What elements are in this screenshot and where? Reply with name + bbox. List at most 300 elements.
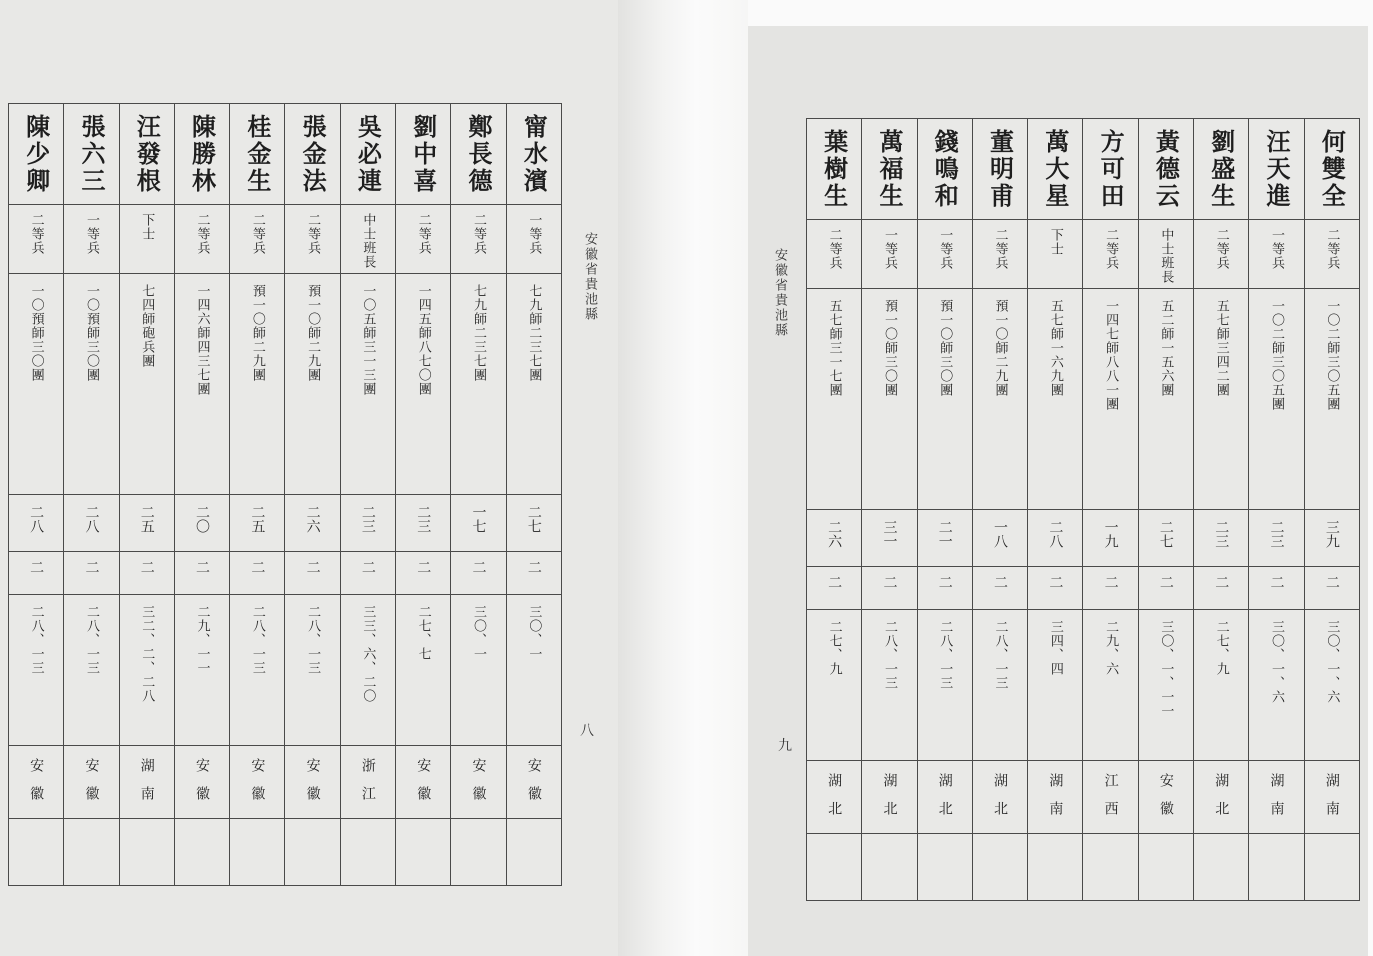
name-row (9, 104, 562, 205)
province-cell (396, 746, 451, 819)
rank-text: 二等兵 (305, 213, 321, 255)
rank-text: 二等兵 (992, 228, 1008, 270)
name-cell (972, 119, 1027, 220)
province-text: 湖南 (138, 758, 155, 814)
province-row (807, 761, 1360, 834)
rank-row (9, 205, 562, 274)
sex-cell (1083, 567, 1138, 610)
age-text: 二七 (1157, 520, 1174, 548)
name-cell (340, 104, 395, 205)
unit-cell (285, 274, 340, 495)
name-cell (1138, 119, 1193, 220)
sex-cell (506, 552, 561, 595)
sex-text: 二 (249, 560, 266, 574)
name-cell (1249, 119, 1304, 220)
date-text: 二九、一一 (194, 605, 210, 675)
age-text: 二〇 (194, 505, 211, 533)
rank-text: 二等兵 (194, 213, 210, 255)
province-cell (917, 761, 972, 834)
name-text: 張金法 (298, 114, 328, 195)
sex-cell (862, 567, 917, 610)
blank-cell (972, 834, 1027, 901)
age-cell (1249, 510, 1304, 567)
date-text: 二七、九 (826, 620, 842, 676)
rank-text: 二等兵 (1213, 228, 1229, 270)
age-text: 二六 (304, 505, 321, 533)
name-text: 汪天進 (1262, 129, 1292, 210)
rank-text: 一等兵 (83, 213, 99, 255)
province-cell (1028, 761, 1083, 834)
unit-text: 一四六師四三七團 (194, 284, 210, 396)
unit-text: 一〇五師三一三團 (360, 284, 376, 396)
province-cell (285, 746, 340, 819)
province-text: 安徽 (83, 758, 100, 814)
name-cell (9, 104, 64, 205)
name-text: 劉中喜 (408, 114, 438, 195)
date-cell (119, 595, 174, 746)
name-text: 鄭長德 (464, 114, 494, 195)
sex-cell (396, 552, 451, 595)
date-text: 三〇、一、六 (1324, 620, 1340, 704)
unit-row (9, 274, 562, 495)
province-text: 浙江 (359, 758, 376, 814)
sex-text: 二 (304, 560, 321, 574)
province-text: 安徽 (415, 758, 432, 814)
blank-cell (862, 834, 917, 901)
unit-text: 五七師一六九團 (1047, 299, 1063, 397)
unit-cell (506, 274, 561, 495)
rank-text: 二等兵 (415, 213, 431, 255)
blank-cell (1083, 834, 1138, 901)
date-text: 二九、六 (1103, 620, 1119, 676)
age-cell (1138, 510, 1193, 567)
age-cell (1083, 510, 1138, 567)
province-text: 安徽 (1157, 773, 1174, 829)
date-text: 二八、一三 (83, 605, 99, 675)
unit-text: 一四五師八七〇團 (415, 284, 431, 396)
sex-text: 二 (1323, 575, 1340, 589)
date-cell (862, 610, 917, 761)
blank-cell (285, 819, 340, 886)
name-text: 汪發根 (132, 114, 162, 195)
blank-cell (506, 819, 561, 886)
sex-cell (230, 552, 285, 595)
rank-cell (451, 205, 506, 274)
age-cell (451, 495, 506, 552)
date-text: 三二、二、二八 (139, 605, 155, 703)
rank-text: 一等兵 (937, 228, 953, 270)
rank-cell (1083, 220, 1138, 289)
province-cell (1083, 761, 1138, 834)
sex-text: 二 (1102, 575, 1119, 589)
province-text: 湖北 (881, 773, 898, 829)
province-cell (972, 761, 1027, 834)
name-cell (917, 119, 972, 220)
sex-row (9, 552, 562, 595)
sex-cell (9, 552, 64, 595)
date-text: 三〇、一 (526, 605, 542, 661)
date-cell (917, 610, 972, 761)
unit-cell (230, 274, 285, 495)
age-text: 二七 (525, 505, 542, 533)
unit-cell (396, 274, 451, 495)
age-text: 二八 (28, 505, 45, 533)
unit-cell (1083, 289, 1138, 510)
rank-text: 一等兵 (1269, 228, 1285, 270)
sex-cell (917, 567, 972, 610)
province-cell (862, 761, 917, 834)
name-cell (119, 104, 174, 205)
age-cell (9, 495, 64, 552)
sex-text: 二 (1047, 575, 1064, 589)
date-cell (174, 595, 229, 746)
date-cell (1028, 610, 1083, 761)
name-text: 張六三 (76, 114, 106, 195)
age-cell (807, 510, 862, 567)
date-text: 三〇、一、六 (1269, 620, 1285, 704)
blank-cell (1138, 834, 1193, 901)
province-cell (340, 746, 395, 819)
left-register-table (8, 103, 562, 886)
blank-cell (917, 834, 972, 901)
province-cell (174, 746, 229, 819)
province-cell (230, 746, 285, 819)
unit-cell (1249, 289, 1304, 510)
province-text: 湖北 (936, 773, 953, 829)
blank-cell (174, 819, 229, 886)
age-text: 三一 (881, 520, 898, 548)
sex-cell (174, 552, 229, 595)
rank-text: 二等兵 (471, 213, 487, 255)
province-text: 安徽 (304, 758, 321, 814)
age-cell (506, 495, 561, 552)
rank-cell (9, 205, 64, 274)
sex-cell (119, 552, 174, 595)
left-running-head: 安徽省貴池縣 (582, 232, 597, 322)
blank-row (807, 834, 1360, 901)
name-text: 陳勝林 (187, 114, 217, 195)
rank-cell (862, 220, 917, 289)
name-text: 萬福生 (874, 129, 904, 210)
date-cell (285, 595, 340, 746)
sex-text: 二 (881, 575, 898, 589)
unit-cell (917, 289, 972, 510)
date-cell (972, 610, 1027, 761)
rank-text: 中士班長 (360, 213, 376, 269)
age-cell (1194, 510, 1249, 567)
blank-cell (807, 834, 862, 901)
name-cell (862, 119, 917, 220)
province-cell (1194, 761, 1249, 834)
name-cell (1083, 119, 1138, 220)
sex-row (807, 567, 1360, 610)
rank-text: 下士 (1047, 228, 1063, 256)
sex-text: 二 (826, 575, 843, 589)
rank-cell (1028, 220, 1083, 289)
province-cell (1249, 761, 1304, 834)
unit-text: 一〇二師三〇五團 (1324, 299, 1340, 411)
date-cell (1304, 610, 1359, 761)
date-cell (1138, 610, 1193, 761)
blank-cell (9, 819, 64, 886)
date-cell (1249, 610, 1304, 761)
name-text: 甯水濱 (519, 114, 549, 195)
sex-text: 二 (194, 560, 211, 574)
unit-text: 一〇二師三〇五團 (1269, 299, 1285, 411)
unit-text: 預一〇師二九團 (305, 284, 321, 382)
age-cell (230, 495, 285, 552)
province-text: 江西 (1102, 773, 1119, 829)
rank-cell (1249, 220, 1304, 289)
sex-text: 二 (525, 560, 542, 574)
unit-text: 一〇預師三〇團 (28, 284, 44, 382)
blank-cell (119, 819, 174, 886)
rank-text: 下士 (139, 213, 155, 241)
date-cell (807, 610, 862, 761)
age-cell (64, 495, 119, 552)
sex-text: 二 (470, 560, 487, 574)
province-text: 安徽 (28, 758, 45, 814)
unit-cell (1194, 289, 1249, 510)
province-text: 安徽 (249, 758, 266, 814)
name-text: 萬大星 (1040, 129, 1070, 210)
rank-text: 一等兵 (526, 213, 542, 255)
province-text: 湖北 (826, 773, 843, 829)
age-cell (396, 495, 451, 552)
rank-cell (230, 205, 285, 274)
name-cell (174, 104, 229, 205)
province-cell (9, 746, 64, 819)
name-cell (807, 119, 862, 220)
province-cell (1138, 761, 1193, 834)
name-cell (1194, 119, 1249, 220)
sex-cell (1028, 567, 1083, 610)
name-row (807, 119, 1360, 220)
age-text: 二三 (415, 505, 432, 533)
rank-text: 二等兵 (28, 213, 44, 255)
unit-text: 一四七師八八一團 (1103, 299, 1119, 411)
rank-cell (972, 220, 1027, 289)
sex-text: 二 (138, 560, 155, 574)
date-cell (230, 595, 285, 746)
sex-text: 二 (415, 560, 432, 574)
province-text: 安徽 (470, 758, 487, 814)
unit-cell (451, 274, 506, 495)
sex-cell (1194, 567, 1249, 610)
rank-cell (506, 205, 561, 274)
date-text: 二八、一三 (881, 620, 897, 690)
name-text: 葉樹生 (819, 129, 849, 210)
unit-cell (119, 274, 174, 495)
unit-text: 七四師砲兵團 (139, 284, 155, 368)
province-row (9, 746, 562, 819)
date-text: 二八、一三 (937, 620, 953, 690)
sex-text: 二 (936, 575, 953, 589)
province-text: 湖南 (1268, 773, 1285, 829)
age-text: 二八 (1047, 520, 1064, 548)
age-cell (917, 510, 972, 567)
date-text: 二八、一三 (305, 605, 321, 675)
unit-cell (9, 274, 64, 495)
age-text: 一八 (992, 520, 1009, 548)
sex-cell (285, 552, 340, 595)
age-cell (972, 510, 1027, 567)
age-text: 二五 (249, 505, 266, 533)
blank-cell (1028, 834, 1083, 901)
sex-text: 二 (359, 560, 376, 574)
rank-cell (1194, 220, 1249, 289)
sex-cell (451, 552, 506, 595)
name-text: 吳必連 (353, 114, 383, 195)
date-cell (1194, 610, 1249, 761)
right-page-number: 九 (778, 738, 792, 754)
province-text: 湖北 (1213, 773, 1230, 829)
right-register-table (806, 118, 1360, 901)
province-text: 湖南 (1047, 773, 1064, 829)
unit-text: 預一〇師三〇團 (881, 299, 897, 397)
name-text: 方可田 (1096, 129, 1126, 210)
age-row (9, 495, 562, 552)
sex-text: 二 (992, 575, 1009, 589)
unit-text: 五七師三四二團 (1213, 299, 1229, 397)
sex-cell (807, 567, 862, 610)
age-row (807, 510, 1360, 567)
date-text: 二七、九 (1213, 620, 1229, 676)
name-cell (451, 104, 506, 205)
blank-cell (451, 819, 506, 886)
date-text: 二八、一三 (249, 605, 265, 675)
date-text: 二八、一三 (992, 620, 1008, 690)
sex-text: 二 (1213, 575, 1230, 589)
name-text: 桂金生 (242, 114, 272, 195)
name-text: 黃德云 (1151, 129, 1181, 210)
age-text: 一七 (470, 505, 487, 533)
age-text: 二五 (138, 505, 155, 533)
sex-text: 二 (1268, 575, 1285, 589)
rank-cell (917, 220, 972, 289)
unit-cell (1138, 289, 1193, 510)
unit-text: 七九師二三七團 (526, 284, 542, 382)
age-text: 二三 (359, 505, 376, 533)
unit-cell (807, 289, 862, 510)
province-cell (64, 746, 119, 819)
rank-cell (174, 205, 229, 274)
blank-cell (64, 819, 119, 886)
sex-cell (1138, 567, 1193, 610)
name-text: 錢鳴和 (930, 129, 960, 210)
unit-cell (340, 274, 395, 495)
sex-cell (64, 552, 119, 595)
unit-text: 五二師一五六團 (1158, 299, 1174, 397)
name-cell (396, 104, 451, 205)
province-cell (807, 761, 862, 834)
blank-row (9, 819, 562, 886)
rank-cell (64, 205, 119, 274)
sex-cell (1304, 567, 1359, 610)
age-text: 一九 (1102, 520, 1119, 548)
rank-cell (340, 205, 395, 274)
blank-cell (1194, 834, 1249, 901)
age-text: 二三 (1268, 520, 1285, 548)
unit-text: 預一〇師二九團 (992, 299, 1008, 397)
age-cell (174, 495, 229, 552)
age-cell (340, 495, 395, 552)
province-cell (451, 746, 506, 819)
age-text: 二六 (826, 520, 843, 548)
unit-cell (1304, 289, 1359, 510)
date-text: 三〇、一 (471, 605, 487, 661)
province-text: 湖南 (1323, 773, 1340, 829)
rank-cell (807, 220, 862, 289)
unit-cell (862, 289, 917, 510)
sex-text: 二 (83, 560, 100, 574)
age-cell (1304, 510, 1359, 567)
date-text: 二七、七 (415, 605, 431, 661)
name-cell (285, 104, 340, 205)
name-text: 何雙全 (1317, 129, 1347, 210)
name-cell (230, 104, 285, 205)
blank-cell (1304, 834, 1359, 901)
rank-text: 二等兵 (1324, 228, 1340, 270)
date-text: 三〇、一、一一 (1158, 620, 1174, 718)
unit-text: 七九師二三七團 (471, 284, 487, 382)
sex-text: 二 (1157, 575, 1174, 589)
rank-cell (119, 205, 174, 274)
age-cell (119, 495, 174, 552)
date-cell (451, 595, 506, 746)
rank-row (807, 220, 1360, 289)
unit-text: 預一〇師三〇團 (937, 299, 953, 397)
age-text: 二八 (83, 505, 100, 533)
sex-cell (340, 552, 395, 595)
province-cell (1304, 761, 1359, 834)
unit-cell (174, 274, 229, 495)
rank-text: 二等兵 (249, 213, 265, 255)
unit-text: 五七師三一七團 (826, 299, 842, 397)
name-text: 董明甫 (985, 129, 1015, 210)
unit-text: 一〇預師三〇團 (83, 284, 99, 382)
date-cell (340, 595, 395, 746)
age-cell (1028, 510, 1083, 567)
age-text: 二三 (1213, 520, 1230, 548)
date-text: 三四、四 (1047, 620, 1063, 676)
age-cell (285, 495, 340, 552)
unit-cell (1028, 289, 1083, 510)
province-text: 安徽 (194, 758, 211, 814)
name-cell (64, 104, 119, 205)
blank-cell (340, 819, 395, 886)
name-text: 劉盛生 (1206, 129, 1236, 210)
unit-text: 預一〇師二九團 (249, 284, 265, 382)
left-page-number: 八 (580, 723, 594, 739)
date-cell (1083, 610, 1138, 761)
date-cell (506, 595, 561, 746)
age-text: 三九 (1323, 520, 1340, 548)
blank-cell (1249, 834, 1304, 901)
date-text: 三三、六、二〇 (360, 605, 376, 703)
name-text: 陳少卿 (21, 114, 51, 195)
unit-row (807, 289, 1360, 510)
name-cell (506, 104, 561, 205)
province-text: 湖北 (992, 773, 1009, 829)
rank-text: 中士班長 (1158, 228, 1174, 284)
rank-cell (1138, 220, 1193, 289)
blank-cell (396, 819, 451, 886)
province-text: 安徽 (525, 758, 542, 814)
rank-cell (396, 205, 451, 274)
age-text: 二一 (936, 520, 953, 548)
date-row (807, 610, 1360, 761)
